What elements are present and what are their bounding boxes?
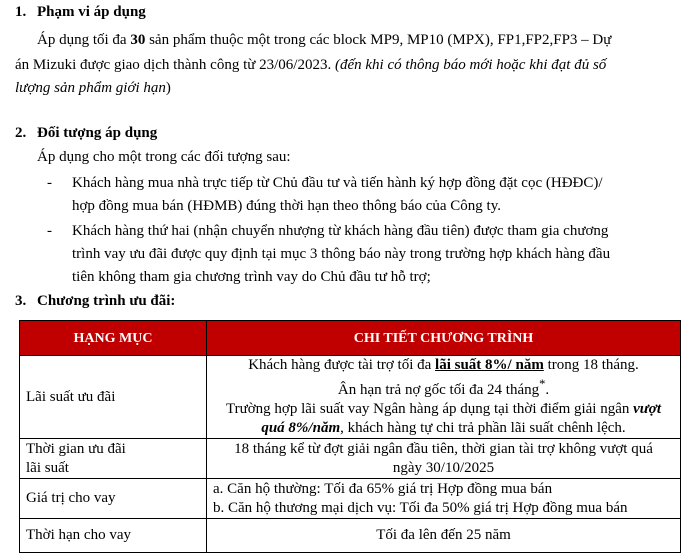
detail-line <box>213 400 674 419</box>
section-1-number: 1. <box>15 4 27 20</box>
section-1-body-cont <box>15 55 685 101</box>
row-label-loan-term: Thời hạn cho vay <box>20 519 207 553</box>
detail-line: b. Căn hộ thương mại dịch vụ: Tối đa 50% giá trị Hợp đồng mua bán <box>213 499 628 516</box>
section-2-heading <box>15 123 157 144</box>
section-1-line-1 <box>37 30 677 53</box>
detail-line <box>213 356 674 375</box>
row-detail-period <box>207 439 681 479</box>
section-2-intro <box>37 147 677 170</box>
bullet-2-line-1: Khách hàng thứ hai (nhận chuyển nhượng từ khách hàng đầu tiên) được tham gia chương <box>72 223 609 239</box>
section-1-line-3 <box>15 78 685 101</box>
text-run: trong 18 tháng. <box>543 357 639 373</box>
label-line: Thời gian ưu đãi <box>26 440 126 457</box>
interest-rate-highlight: lãi suất 8%/ năm <box>435 357 544 373</box>
section-1-line-2 <box>15 55 685 78</box>
detail-line: ngày 30/10/2025 <box>392 459 495 476</box>
text-run-bold-italic: vượt <box>633 401 662 417</box>
text-run-italic: (đến khi có thông báo mới hoặc khi đạt đủ số <box>334 57 607 73</box>
detail-line <box>213 375 674 400</box>
detail-line <box>213 419 674 438</box>
section-2-number: 2. <box>15 125 27 141</box>
bullet-2-line-3: tiên không tham gia chương trình vay do Chủ đầu tư hỗ trợ; <box>72 269 431 285</box>
detail-line: 18 tháng kể từ đợt giải ngân đầu tiên, thời gian tài trợ không vượt quá <box>234 440 653 457</box>
text-run: Ân hạn trả nợ gốc tối đa 24 tháng <box>337 382 540 398</box>
table-row <box>20 439 681 479</box>
row-label-period <box>20 439 207 479</box>
detail-line: a. Căn hộ thường: Tối đa 65% giá trị Hợp đồng mua bán <box>213 480 553 497</box>
row-detail-loan-term: Tối đa lên đến 25 năm <box>207 519 681 553</box>
table-row <box>20 356 681 439</box>
section-1-heading <box>15 2 146 23</box>
table-row <box>20 479 681 519</box>
section-1-body <box>37 30 677 53</box>
text-run: sản phẩm thuộc một trong các block MP9, MP10 (MPX), FP1,FP2,FP3 – Dự <box>145 32 612 48</box>
bullet-2 <box>72 221 610 290</box>
bullet-1 <box>72 173 603 219</box>
bullet-1-line-1: Khách hàng mua nhà trực tiếp từ Chủ đầu tư và tiến hành ký hợp đồng đặt cọc (HĐĐC)/ <box>72 175 603 191</box>
section-3-title: Chương trình ưu đãi: <box>37 293 176 309</box>
text-run: Khách hàng được tài trợ tối đa <box>248 357 436 373</box>
section-2-intro-text: Áp dụng cho một trong các đối tượng sau: <box>37 149 291 165</box>
footnote-mark: * <box>539 377 546 391</box>
text-run: Áp dụng tối đa <box>37 32 131 48</box>
text-run-bold-italic: quá 8%/năm <box>261 420 341 436</box>
text-run: ) <box>165 80 171 96</box>
header-category: HẠNG MỤC <box>20 321 207 356</box>
program-table <box>19 320 681 553</box>
text-run: . <box>545 382 550 398</box>
text-run-italic: lượng sản phẩm giới hạn <box>15 80 166 96</box>
row-detail-interest <box>207 356 681 439</box>
row-label-loan-value: Giá trị cho vay <box>20 479 207 519</box>
table-row <box>20 519 681 553</box>
bullet-dash: - <box>47 175 52 191</box>
bullet-dash: - <box>47 223 52 239</box>
table-header-row <box>20 321 681 356</box>
section-1-title: Phạm vi áp dụng <box>37 4 146 20</box>
bullet-1-line-2: hợp đồng mua bán (HĐMB) đúng thời hạn theo thông báo của Công ty. <box>72 198 502 214</box>
row-detail-loan-value <box>207 479 681 519</box>
section-2-title: Đối tượng áp dụng <box>37 125 158 141</box>
text-run: Trường hợp lãi suất vay Ngân hàng áp dụng tại thời điểm giải ngân <box>225 401 634 417</box>
text-run: , khách hàng tự chi trả phần lãi suất chênh lệch. <box>340 420 626 436</box>
max-products-count: 30 <box>130 32 146 48</box>
bullet-2-line-2: trình vay ưu đãi được quy định tại mục 3 thông báo này trong trường hợp khách hàng đầu <box>72 246 611 262</box>
section-3-number: 3. <box>15 293 27 309</box>
label-line: lãi suất <box>26 459 69 476</box>
text-run: án Mizuki được giao dịch thành công từ 23/06/2023. <box>15 57 335 73</box>
section-3-heading <box>15 291 175 312</box>
row-label-interest: Lãi suất ưu đãi <box>20 356 207 439</box>
header-detail: CHI TIẾT CHƯƠNG TRÌNH <box>207 321 681 356</box>
